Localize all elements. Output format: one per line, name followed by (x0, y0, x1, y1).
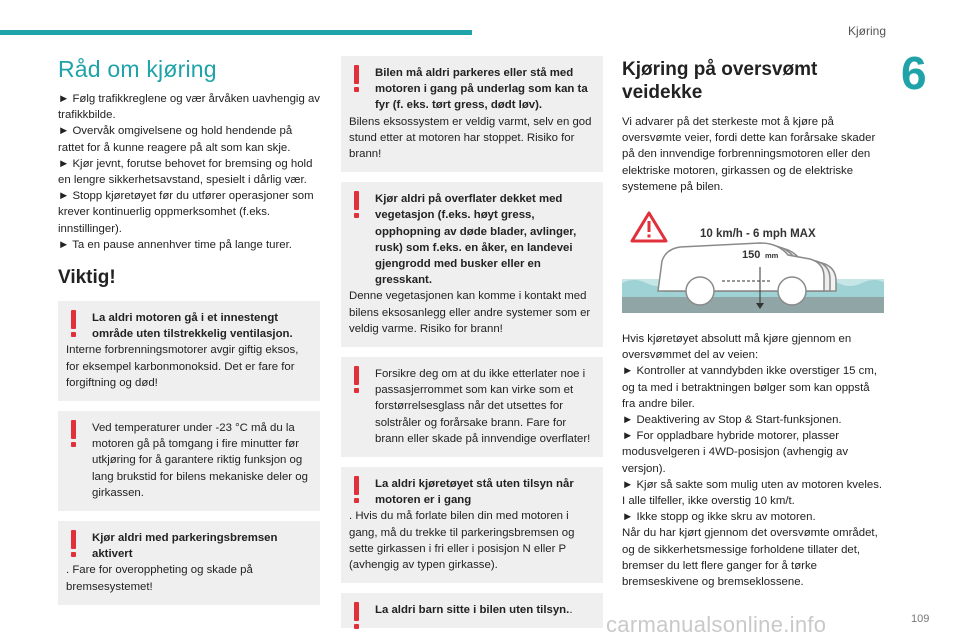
warning-exclamation-icon (70, 420, 78, 448)
advice-list (58, 91, 320, 253)
page-number: 109 (911, 613, 930, 625)
advice-item: ► Følg trafikkreglene og vær årvåken uavhengig av trafikkbilde. (58, 93, 320, 122)
instruction-line: ► Deaktivering av Stop & Start-funksjonen. (622, 414, 842, 427)
flooded-road-intro: Vi advarer på det sterkeste mot å kjøre på oversvømte veier, fordi dette kan forårsake skader på den innvendige forbrenningsmotoren eller den elektriske motoren, girkassen og de elektriske systemene på bilen. (622, 116, 876, 193)
warning-box (58, 301, 320, 401)
warning-bold-text: Kjør aldri på overflater dekket med vegetasjon (f.eks. høyt gress, opphopning av døde blader, avlinger, rusk) som f.eks. en åker, en landevei gjengrodd med busker eller en gresskant. (375, 193, 577, 287)
instruction-line: ► For oppladbare hybride motorer, plasser modusvelgeren i 4WD-posisjon (avhengig av versjon). (622, 430, 849, 475)
warning-box (58, 411, 320, 511)
warning-bold-text: Bilen må aldri parkeres eller stå med motoren i gang på underlag som kan ta fyr (f. eks. tørt gress, dødt løv). (375, 67, 588, 112)
warning-box (58, 521, 320, 605)
warning-box (341, 357, 603, 457)
flooded-road-instructions (622, 331, 884, 590)
instruction-line: Hvis kjøretøyet absolutt må kjøre gjennom en oversvømmet del av veien: (622, 333, 852, 362)
warning-bold-text: Kjør aldri med parkeringsbremsen aktivert (92, 532, 278, 561)
section-title-driving-advice: Råd om kjøring (58, 56, 217, 82)
front-wheel (686, 277, 714, 305)
column-driving-advice (58, 56, 320, 615)
instruction-line: ► Ikke stopp og ikke skru av motoren. (622, 511, 816, 524)
warning-bold-text: La aldri barn sitte i bilen uten tilsyn. (375, 604, 570, 617)
warning-text: Ved temperaturer under -23 °C må du la motoren gå på tomgang i fire minutter før utkjøring for å garantere riktig funksjon og lang brukstid for bilens mekaniske deler og girkassen. (92, 422, 308, 499)
instruction-line: ► Kjør så sakte som mulig uten av motoren kveles. I alle tilfeller, ikke overstig 10 km/t. (622, 478, 883, 508)
section-name: Kjøring (847, 24, 886, 38)
warning-bold-text: La aldri motoren gå i et innestengt område uten tilstrekkelig ventilasjon. (92, 312, 293, 341)
advice-item: ► Overvåk omgivelsene og hold hendende på rattet for å kunne reagere på alt som kan skje. (58, 125, 293, 154)
warning-exclamation-icon (353, 476, 361, 504)
column-warnings (341, 56, 603, 638)
warning-exclamation-icon (353, 602, 361, 630)
important-heading: Viktig! (58, 267, 116, 289)
warning-text: Denne vegetasjonen kan komme i kontakt med bilens eksosanlegg eller andre systemer som er veldig varme. Risiko for brann! (349, 290, 591, 335)
advice-item: ► Ta en pause annenhver time på lange turer. (58, 238, 292, 251)
flooded-car-svg (622, 207, 884, 317)
instruction-line: ► Kontroller at vanndybden ikke overstiger 15 cm, og ta med i betraktningen bølger som kan oppstå fra andre biler. (622, 365, 878, 410)
warning-text: . Fare for overoppheting og skade på bremsesystemet! (66, 564, 253, 593)
header-accent-bar (0, 30, 472, 35)
depth-value: 150 (742, 249, 761, 262)
warning-text: Interne forbrenningsmotorer avgir giftig eksos, for eksempel karbonmonoksid. Det er fare for forgiftning og død! (66, 344, 299, 389)
warning-text: . Hvis du må forlate bilen din med motoren i gang, må du trekke til parkeringsbremsen og sette girkassen i fri eller i posisjon N eller P (avhengig av typen girkasse). (349, 510, 575, 572)
warning-box (341, 467, 603, 583)
warning-text: Bilens eksossystem er veldig varmt, selv en god stund etter at motoren har stoppet. Risiko for brann! (349, 115, 592, 161)
warning-box (341, 593, 603, 628)
instruction-line: Når du har kjørt gjennom det oversvømte området, og de sikkerhetsmessige forholdene tillater det, bremser du lett flere ganger for å tørke bremseskivene og bremseklossene. (622, 527, 878, 589)
warning-bold-text: La aldri kjøretøyet stå uten tilsyn når motoren er i gang (375, 478, 574, 507)
section-title-flooded-road: Kjøring på oversvømt veidekke (622, 59, 818, 103)
advice-item: ► Kjør jevnt, forutse behovet for bremsing og hold en lengre sikkerhetsavstand, spesielt i dårlig vær. (58, 157, 313, 187)
warning-exclamation-icon (353, 65, 361, 93)
road-surface (622, 297, 884, 313)
warning-text: Forsikre deg om at du ikke etterlater noe i passasjerrommet som kan virke som et forstørrelsesglass når det utsettes for solstråler og forårsake brann. Fare for brann eller skade på innvendige overflater! (375, 368, 591, 445)
warning-exclamation-icon (70, 310, 78, 338)
chapter-number: 6 (901, 47, 927, 99)
speed-label: 10 km/h - 6 mph MAX (700, 228, 816, 241)
warning-exclamation-icon (353, 366, 361, 394)
watermark: carmanualsonline.info (606, 612, 827, 637)
warning-exclamation-icon (353, 191, 361, 219)
rear-wheel (778, 277, 806, 305)
warning-box (341, 56, 603, 172)
column-flooded-road (622, 56, 884, 590)
warning-triangle-icon (632, 213, 666, 241)
flooded-road-illustration (622, 207, 884, 317)
advice-item: ► Stopp kjøretøyet før du utfører operasjoner som krever kontinuerlig oppmerksomhet (f.eks. innstillinger). (58, 190, 314, 235)
warning-box (341, 182, 603, 347)
warning-text: . (569, 604, 573, 617)
depth-unit: mm (765, 251, 779, 261)
warning-exclamation-icon (70, 530, 78, 558)
